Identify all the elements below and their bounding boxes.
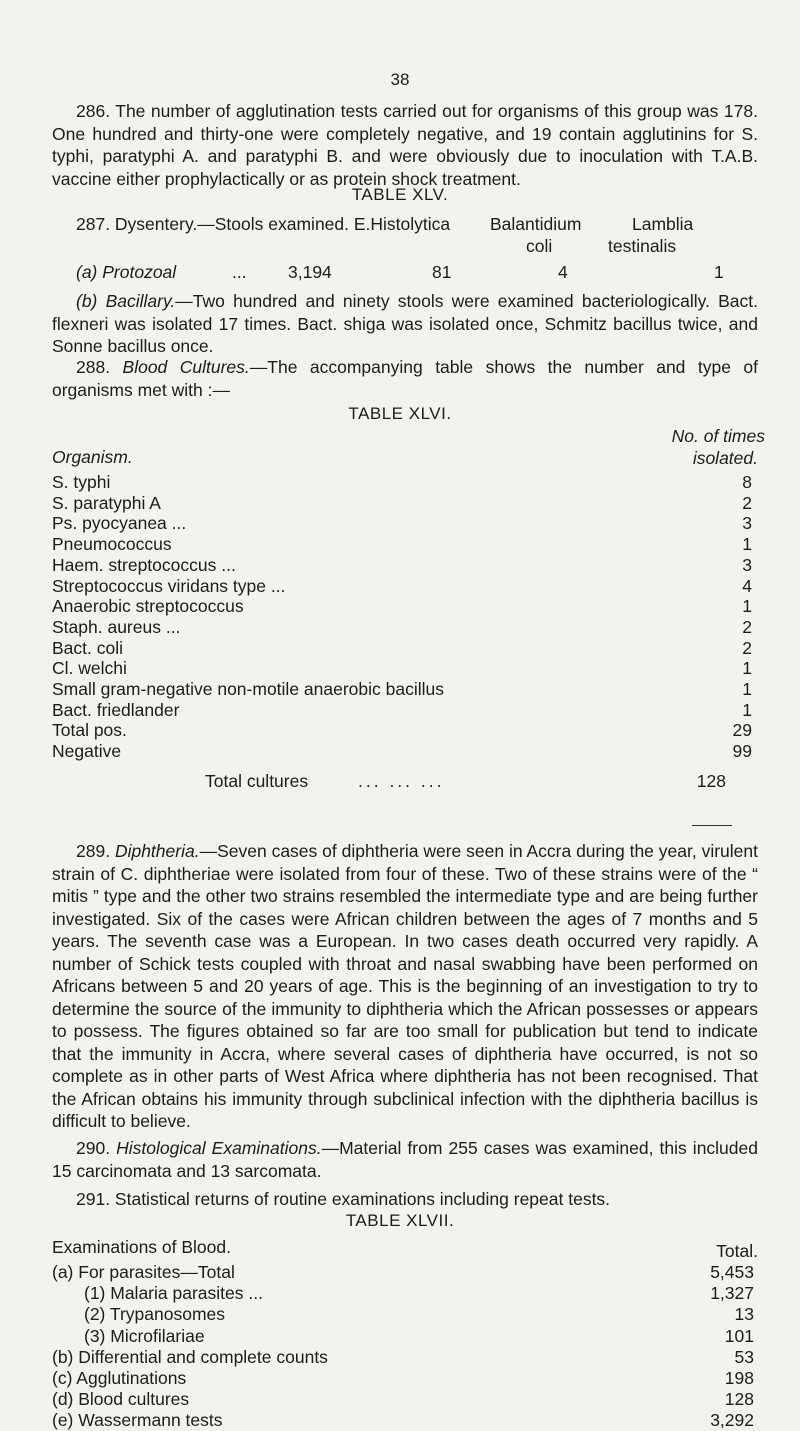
table-45-col-lamblia-sub: testinalis bbox=[608, 236, 677, 256]
paragraph-290-label: Histological Examinations. bbox=[116, 1138, 322, 1158]
table-46-row-value: 2 bbox=[742, 493, 752, 513]
table-46-row-value: 2 bbox=[742, 617, 752, 637]
table-47-row-value: 5,453 bbox=[710, 1262, 754, 1282]
paragraph-287b-text: —Two hundred and ninety stools were examined bacteriologically. Bact. flexneri was isolated 17 times. Bact. shiga was isolated once, Schmitz bacillus twice, and Sonne bacillus once. bbox=[52, 291, 758, 356]
table-46-row-value: 2 bbox=[742, 638, 752, 658]
table-46-row-label: Cl. welchi bbox=[52, 658, 127, 678]
table-47-row-label: (a) For parasites—Total bbox=[52, 1262, 235, 1282]
paragraph-289-text: —Seven cases of diphtheria were seen in Accra during the year, virulent strain of C. diphtheriae were isolated from four of these. Two of these strains were of the “ mitis ” type and the other two strains resembled the intermediate type and are being further investigated. Six of the cases were African children between the ages of 7 months and 5 years. The seventh case was a European. In two cases death occurred very rapidly. A number of Schick tests coupled with throat and nasal swabbing have been performed on Africans between 5 and 20 years of age. This is the beginning of an investigation to try to determine the source of the immunity to diphtheria which the African possesses or appears to possess. The figures obtained so far are too small for publication but tend to indicate that the immunity in Accra, where several cases of diphtheria have occurred, is not so complete as in other parts of West Africa where diphtheria has not been recognised. That the African obtains his immunity through subclinical infection with the diphtheria bacillus is difficult to believe. bbox=[52, 841, 758, 1131]
table-46-row-value: 1 bbox=[742, 700, 752, 720]
table-47-row-value: 3,292 bbox=[710, 1410, 754, 1430]
table-45-value-lamblia: 4 bbox=[558, 262, 568, 282]
table-45-value-histolytica: 3,194 bbox=[288, 262, 332, 282]
table-45-col-lamblia: Lamblia bbox=[632, 214, 694, 234]
paragraph-290 bbox=[52, 1137, 758, 1182]
table-47-row-label: (3) Microfilariae bbox=[84, 1326, 205, 1346]
table-47-row-value: 13 bbox=[734, 1304, 754, 1324]
table-46-row-label: Bact. coli bbox=[52, 638, 123, 658]
table-45-row-dots: ... bbox=[232, 262, 247, 282]
table-46-row-value: 1 bbox=[742, 658, 752, 678]
paragraph-290-text: —Material from 255 cases was examined, this included 15 carcinomata and 13 sarcomata. bbox=[52, 1138, 758, 1181]
table-46-row-label: Streptococcus viridans type ... bbox=[52, 576, 286, 596]
table-45-caption: TABLE XLV. bbox=[351, 185, 449, 204]
table-46-row-label: Pneumococcus bbox=[52, 534, 172, 554]
table-47-row-label: (e) Wassermann tests bbox=[52, 1410, 223, 1430]
table-46-row-label: Staph. aureus ... bbox=[52, 617, 181, 637]
paragraph-289 bbox=[52, 840, 758, 1133]
paragraph-286: 286. The number of agglutination tests carried out for organisms of this group was 178. One hundred and thirty-one were completely negative, and 19 contain agglutinins for S. typhi, paratyphi A. and paratyphi B. and were obviously due to inoculation with T.A.B. vaccine either prophylactically or as protein shock treatment. bbox=[52, 101, 758, 189]
table-47-row-value: 1,327 bbox=[710, 1283, 754, 1303]
table-45-col-balantidium: Balantidium bbox=[490, 214, 582, 234]
paragraph-288 bbox=[52, 356, 758, 401]
table-45-row-label: (a) Protozoal bbox=[76, 262, 177, 282]
paragraph-288-label: Blood Cultures. bbox=[122, 357, 250, 377]
table-47-row-value: 198 bbox=[724, 1368, 754, 1388]
table-46-row-value: 4 bbox=[742, 576, 752, 596]
table-46-row-value: 8 bbox=[742, 472, 752, 492]
table-46-row-label: Total pos. bbox=[52, 720, 127, 740]
table-46-total-value: 128 bbox=[696, 771, 726, 791]
table-47-row-value: 101 bbox=[724, 1326, 754, 1346]
table-47-col-total: Total. bbox=[716, 1241, 758, 1261]
table-45-value-balantidium: 81 bbox=[432, 262, 452, 282]
table-46-row-label: Negative bbox=[52, 741, 122, 761]
table-46-caption: TABLE XLVI. bbox=[348, 404, 452, 423]
paragraph-288-text: —The accompanying table shows the number and type of organisms met with :— bbox=[52, 357, 758, 400]
table-47-row-label: (b) Differential and complete counts bbox=[52, 1347, 328, 1367]
paragraph-289-number: 289. bbox=[76, 841, 111, 861]
table-47-heading: Examinations of Blood. bbox=[52, 1237, 231, 1257]
table-46-row-value: 1 bbox=[742, 596, 752, 616]
table-46-total-rule bbox=[692, 825, 732, 826]
table-47-row-label: (1) Malaria parasites ... bbox=[84, 1283, 263, 1303]
table-47-caption: TABLE XLVII. bbox=[345, 1211, 455, 1230]
table-46-row-value: 3 bbox=[742, 513, 752, 533]
table-46-col-times: No. of times bbox=[671, 426, 765, 446]
table-46-row-value: 29 bbox=[732, 720, 752, 740]
table-46-row-value: 1 bbox=[742, 679, 752, 699]
paragraph-290-number: 290. bbox=[76, 1138, 111, 1158]
table-46-row-value: 99 bbox=[732, 741, 752, 761]
table-47-row-label: (c) Agglutinations bbox=[52, 1368, 187, 1388]
table-46-row-label: Haem. streptococcus ... bbox=[52, 555, 236, 575]
table-46-row-label: S. typhi bbox=[52, 472, 111, 492]
table-45-col-balantidium-sub: coli bbox=[526, 236, 553, 256]
table-47-row-label: (2) Trypanosomes bbox=[84, 1304, 226, 1324]
table-46-row-label: Anaerobic streptococcus bbox=[52, 596, 244, 616]
paragraph-287b-label: (b) Bacillary. bbox=[76, 291, 176, 311]
page-number: 38 bbox=[390, 70, 410, 89]
paragraph-288-number: 288. bbox=[76, 357, 111, 377]
table-46-total-label: Total cultures bbox=[205, 771, 309, 791]
paragraph-287b bbox=[52, 290, 758, 358]
table-46-row-label: Bact. friedlander bbox=[52, 700, 180, 720]
table-46-total-leader: ... ... ... bbox=[358, 771, 445, 791]
table-45-value-extra: 1 bbox=[714, 262, 724, 282]
paragraph-289-label: Diphtheria. bbox=[114, 841, 200, 861]
table-46-col-times-sub: isolated. bbox=[692, 448, 758, 468]
table-47-row-label: (d) Blood cultures bbox=[52, 1389, 190, 1409]
table-46-row-label: S. paratyphi A bbox=[52, 493, 161, 513]
table-46-col-organism: Organism. bbox=[52, 447, 133, 467]
table-45-intro: 287. Dysentery.—Stools examined. E.Histolytica bbox=[76, 214, 451, 234]
table-46-row-value: 3 bbox=[742, 555, 752, 575]
paragraph-291: 291. Statistical returns of routine examinations including repeat tests. bbox=[76, 1189, 611, 1209]
table-47-row-value: 53 bbox=[734, 1347, 754, 1367]
table-46-row-label: Small gram-negative non-motile anaerobic bacillus bbox=[52, 679, 444, 699]
table-46-row-value: 1 bbox=[742, 534, 752, 554]
table-47-row-value: 128 bbox=[724, 1389, 754, 1409]
table-46-row-label: Ps. pyocyanea ... bbox=[52, 513, 187, 533]
